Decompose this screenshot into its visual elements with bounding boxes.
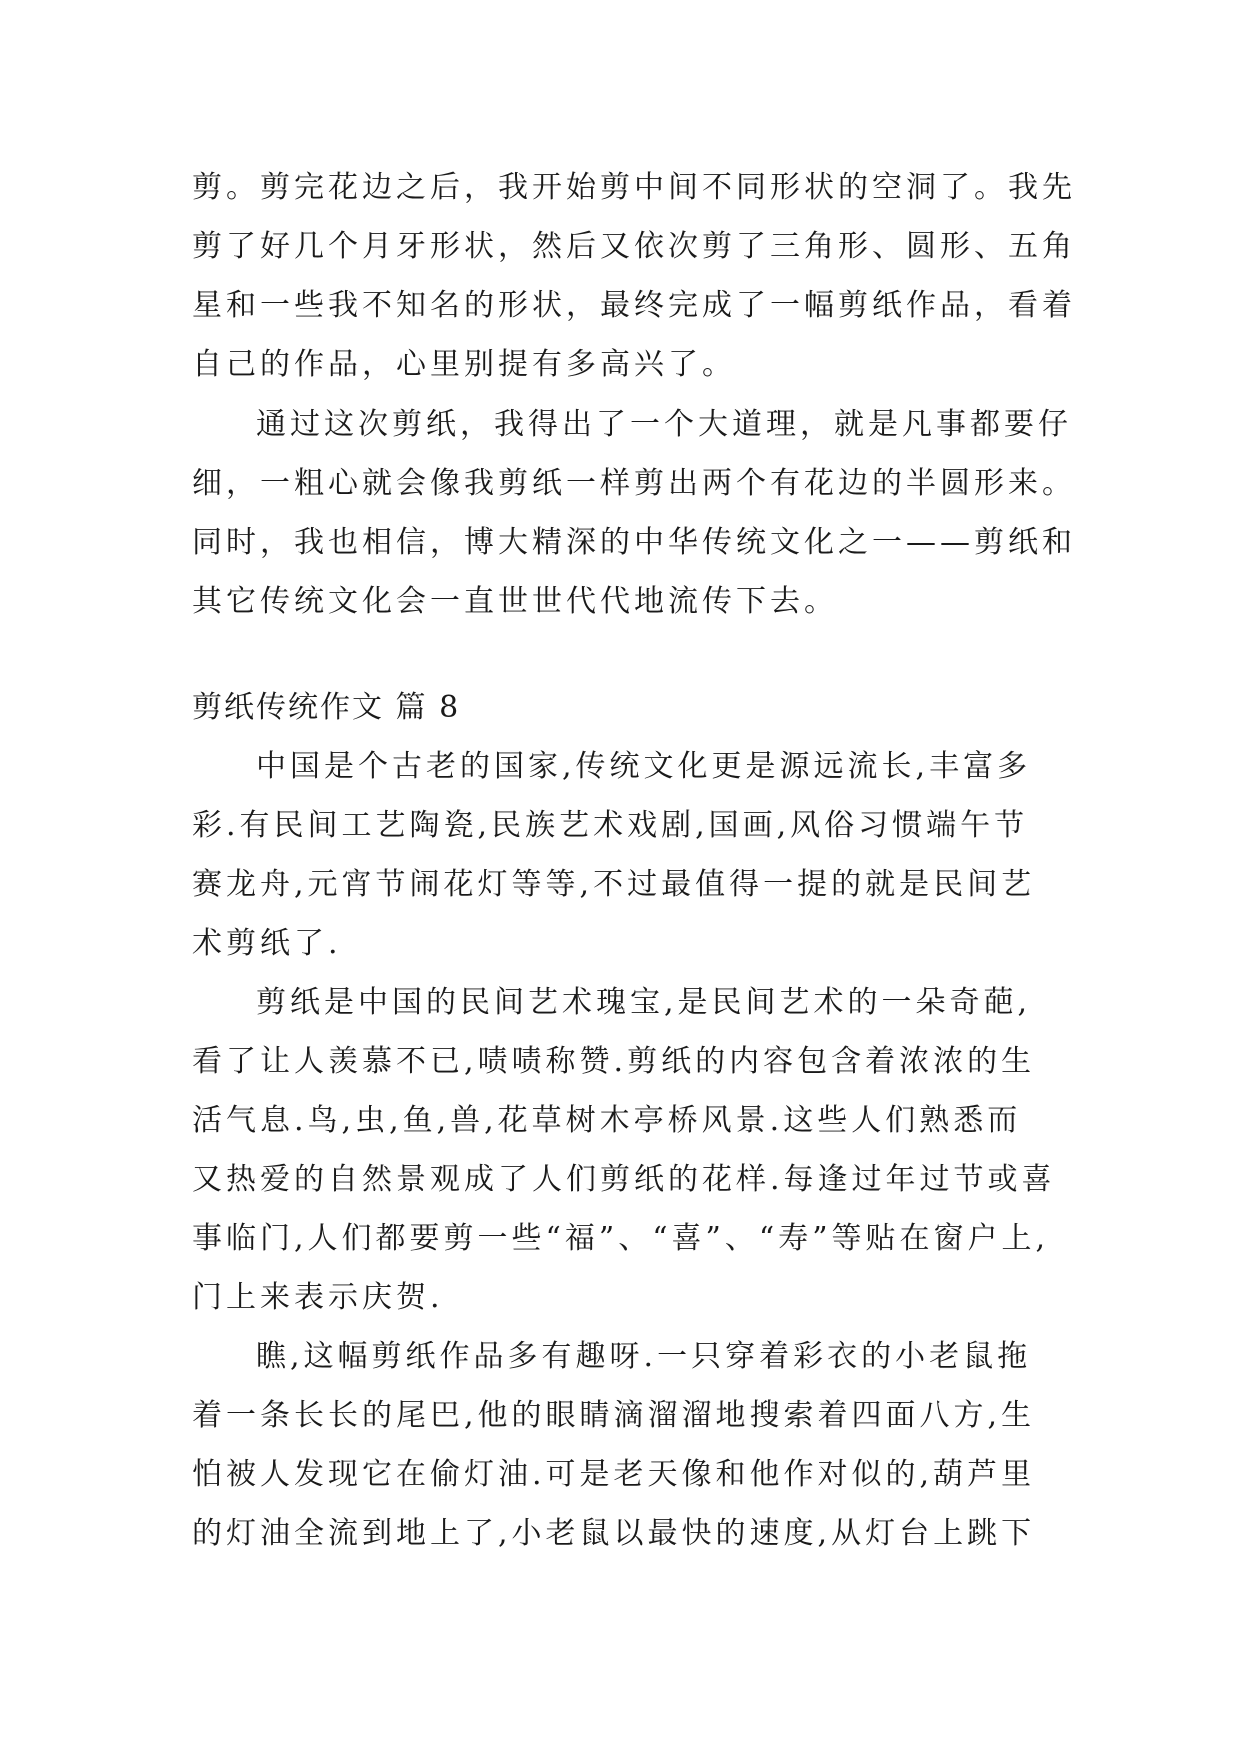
paragraph-4-line-1: 剪纸是中国的民间艺术瑰宝,是民间艺术的一朵奇葩, xyxy=(256,985,1032,1020)
paragraph-5-line-3: 怕被人发现它在偷灯油.可是老天像和他作对似的,葫芦里 xyxy=(192,1457,1036,1492)
paragraph-5-line-1: 瞧,这幅剪纸作品多有趣呀.一只穿着彩衣的小老鼠拖 xyxy=(256,1339,1032,1374)
paragraph-3-line-2: 彩.有民间工艺陶瓷,民族艺术戏剧,国画,风俗习惯端午节 xyxy=(192,808,1029,843)
paragraph-3-line-1: 中国是个古老的国家,传统文化更是源远流长,丰富多 xyxy=(256,749,1032,784)
section-heading: 剪纸传统作文 篇 8 xyxy=(192,690,461,725)
paragraph-1-line-3: 星和一些我不知名的形状，最终完成了一幅剪纸作品，看着 xyxy=(192,288,1076,323)
paragraph-3-line-4: 术剪纸了. xyxy=(192,926,342,961)
paragraph-4-line-2: 看了让人羡慕不已,啧啧称赞.剪纸的内容包含着浓浓的生 xyxy=(192,1044,1036,1079)
paragraph-2-line-2: 细，一粗心就会像我剪纸一样剪出两个有花边的半圆形来。 xyxy=(192,466,1076,501)
paragraph-1-line-4: 自己的作品，心里别提有多高兴了。 xyxy=(192,347,736,382)
paragraph-4-line-4: 又热爱的自然景观成了人们剪纸的花样.每逢过年过节或喜 xyxy=(192,1162,1056,1197)
paragraph-2-line-4: 其它传统文化会一直世世代代地流传下去。 xyxy=(192,584,838,619)
paragraph-1-line-1: 剪。剪完花边之后，我开始剪中间不同形状的空洞了。我先 xyxy=(192,170,1076,205)
paragraph-2-line-3: 同时，我也相信，博大精深的中华传统文化之一——剪纸和 xyxy=(192,525,1076,560)
paragraph-4-line-5: 事临门,人们都要剪一些“福”、“喜”、“寿”等贴在窗户上, xyxy=(192,1221,1050,1256)
paragraph-5-line-2: 着一条长长的尾巴,他的眼睛滴溜溜地搜索着四面八方,生 xyxy=(192,1398,1036,1433)
paragraph-5-line-4: 的灯油全流到地上了,小老鼠以最快的速度,从灯台上跳下 xyxy=(192,1516,1036,1551)
paragraph-4-line-3: 活气息.鸟,虫,鱼,兽,花草树木亭桥风景.这些人们熟悉而 xyxy=(192,1103,1022,1138)
paragraph-2-line-1: 通过这次剪纸，我得出了一个大道理，就是凡事都要仔 xyxy=(256,407,1072,442)
paragraph-3-line-3: 赛龙舟,元宵节闹花灯等等,不过最值得一提的就是民间艺 xyxy=(192,867,1036,902)
paragraph-4-line-6: 门上来表示庆贺. xyxy=(192,1280,444,1315)
paragraph-1-line-2: 剪了好几个月牙形状，然后又依次剪了三角形、圆形、五角 xyxy=(192,229,1076,264)
